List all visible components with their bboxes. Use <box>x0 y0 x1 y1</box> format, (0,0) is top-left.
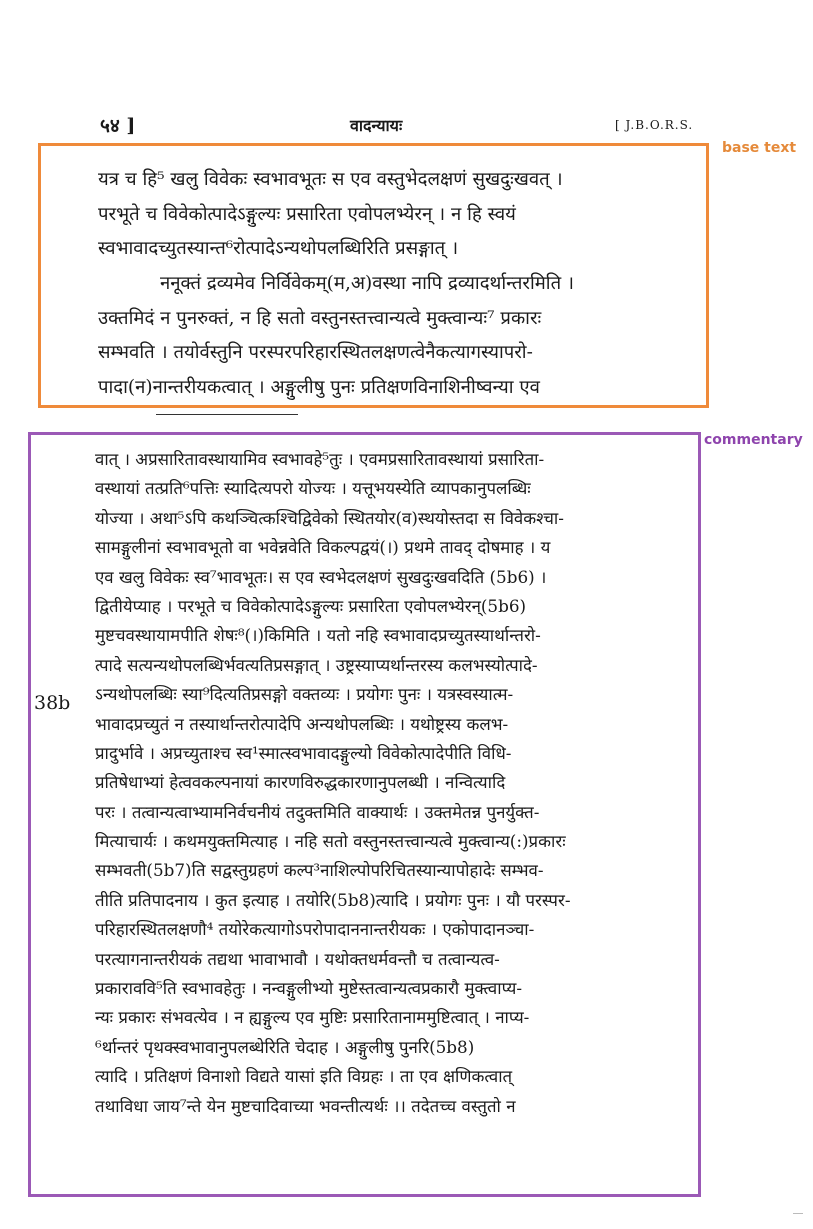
commentary-line: परः । तत्वान्यत्वाभ्यामनिर्वचनीयं तदुक्तमिति वाक्यार्थः । उक्तमेतन्न पुनर्युक्त- <box>95 801 540 822</box>
base-line: ननूक्तं द्रव्यमेव निर्विवेकम्(म,अ)वस्था नापि द्रव्यादर्थान्तरमिति । <box>160 273 575 295</box>
commentary-line: सामङ्गुलीनां स्वभावभूतो वा भवेन्नवेति विकल्पद्वयं(।) प्रथमे तावद् दोषमाह । य <box>95 537 551 558</box>
page-header <box>95 112 695 142</box>
base-text-label: base text <box>722 140 797 156</box>
commentary-line: ⁶र्थान्तरं पृथक्स्वभावानुपलब्धेरिति चेदाह । अङ्गुलीषु पुनरि(5b8) <box>95 1036 475 1057</box>
section-divider <box>156 414 298 415</box>
commentary-line: मुष्टचवस्थायामपीति शेषः⁸(।)किमिति । यतो नहि स्वभावादप्रच्युतस्यार्थान्तरो- <box>95 625 541 646</box>
margin-reference: 38b <box>34 692 71 714</box>
commentary-line: एव खलु विवेकः स्व⁷भावभूतः। स एव स्वभेदलक्षणं सुखदुःखवदिति (5b6) । <box>95 566 547 587</box>
base-line: स्वभावादच्युतस्यान्त⁶रोत्पादेऽन्यथोपलब्धिरिति प्रसङ्गात् । <box>98 238 459 260</box>
base-line: उक्तमिदं न पुनरुक्तं, न हि सतो वस्तुनस्तत्त्वान्यत्वे मुक्त्वान्यः⁷ प्रकारः <box>98 307 542 329</box>
commentary-line: तथाविधा जाय⁷न्ते येन मुष्टचादिवाच्या भवन्तीत्यर्थः ।। तदेतच्च वस्तुतो न <box>95 1095 516 1116</box>
commentary-line: प्रकाराववि⁵ति स्वभावहेतुः । नन्वङ्गुलीभ्यो मुष्टेस्तत्वान्यत्वप्रकारौ मुक्त्वाप्य- <box>95 978 523 999</box>
base-line: पादा(न)नान्तरीयकत्वात् । अङ्गुलीषु पुनः प्रतिक्षणविनाशिनीष्वन्या एव <box>98 377 540 399</box>
commentary-line: त्पादे सत्यन्यथोपलब्धिर्भवत्यतिप्रसङ्गात् । उष्ट्रस्याप्यर्थान्तरस्य कलभस्योत्पादे- <box>95 654 538 675</box>
commentary-line: भावादप्रच्युतं न तस्यार्थान्तरोत्पादेपि अन्यथोपलब्धिः । यथोष्ट्रस्य कलभ- <box>95 713 509 734</box>
commentary-block <box>95 445 685 1121</box>
commentary-label: commentary <box>704 432 803 448</box>
commentary-line: त्यादि । प्रतिक्षणं विनाशो विद्यते यासां इति विग्रहः । ता एव क्षणिकत्वात् <box>95 1066 513 1087</box>
commentary-line: योज्या । अथा⁵ऽपि कथञ्चित्कश्चिद्विवेको स्थितयोर(व)स्थयोस्तदा स विवेकश्चा- <box>95 507 564 528</box>
commentary-line: वात् । अप्रसारितावस्थायामिव स्वभावहे⁵तुः । एवमप्रसारितावस्थायां प्रसारिता- <box>95 449 545 469</box>
commentary-line: परत्यागनान्तरीयकं तद्यथा भावाभावौ । यथोक्तधर्मवन्तौ च तत्वान्यत्व- <box>95 948 500 969</box>
commentary-line: द्वितीयेप्याह । परभूते च विवेकोत्पादेऽङ्गुल्यः प्रसारिता एवोपलभ्येरन्(5b6) <box>95 595 527 616</box>
commentary-line: प्रतिषेधाभ्यां हेत्ववकल्पनायां कारणविरुद्धकारणानुपलब्धी । नन्वित्यादि <box>95 772 506 793</box>
journal-abbrev: [ J.B.O.R.S. <box>615 118 694 132</box>
base-text-block <box>98 163 690 406</box>
commentary-line: परिहारस्थितलक्षणौ⁴ तयोरेकत्यागोऽपरोपादाननान्तरीयकः । एकोपादानञ्चा- <box>95 919 535 940</box>
base-line: परभूते च विवेकोत्पादेऽङ्गुल्यः प्रसारिता एवोपलभ्येरन् । न हि स्वयं <box>98 203 516 225</box>
commentary-line: तीति प्रतिपादनाय । कुत इत्याह । तयोरि(5b8)त्यादि । प्रयोगः पुनः । यौ परस्पर- <box>95 889 571 910</box>
running-title: वादन्यायः <box>350 116 403 135</box>
commentary-line: न्यः प्रकारः संभवत्येव । न ह्यङ्गुल्य एव मुष्टिः प्रसारितानाममुष्टित्वात् । नाप्य- <box>95 1007 530 1028</box>
base-line: सम्भवति । तयोर्वस्तुनि परस्परपरिहारस्थितलक्षणत्वेनैकत्यागस्यापरो- <box>98 342 533 364</box>
commentary-line: वस्थायां तत्प्रति⁶पत्तिः स्यादित्यपरो योज्यः । यत्तूभयस्येति व्यापकानुपलब्धिः <box>95 478 531 499</box>
commentary-line: सम्भवती(5b7)ति सद्वस्तुग्रहणं कल्प³नाशिल्पोपरिचितस्यान्यापोहादेः सम्भव- <box>95 860 544 881</box>
edge-mark <box>793 1213 803 1214</box>
commentary-line: प्रादुर्भावे । अप्रच्युताश्च स्व¹स्मात्स्वभावादङ्गुल्यो विवेकोत्पादेपीति विधि- <box>95 742 512 763</box>
base-line: यत्र च हि⁵ खलु विवेकः स्वभावभूतः स एव वस्तुभेदलक्षणं सुखदुःखवत् । <box>98 169 563 190</box>
commentary-line: मित्याचार्यः । कथमयुक्तमित्याह । नहि सतो वस्तुनस्तत्त्वान्यत्वे मुक्त्वान्य(:)प्रकारः <box>95 831 566 852</box>
page-number: ५४ ] <box>100 115 136 137</box>
commentary-line: ऽन्यथोपलब्धिः स्या⁹दित्यतिप्रसङ्गो वक्तव्यः । प्रयोगः पुनः । यत्रस्वस्यात्म- <box>95 684 514 705</box>
